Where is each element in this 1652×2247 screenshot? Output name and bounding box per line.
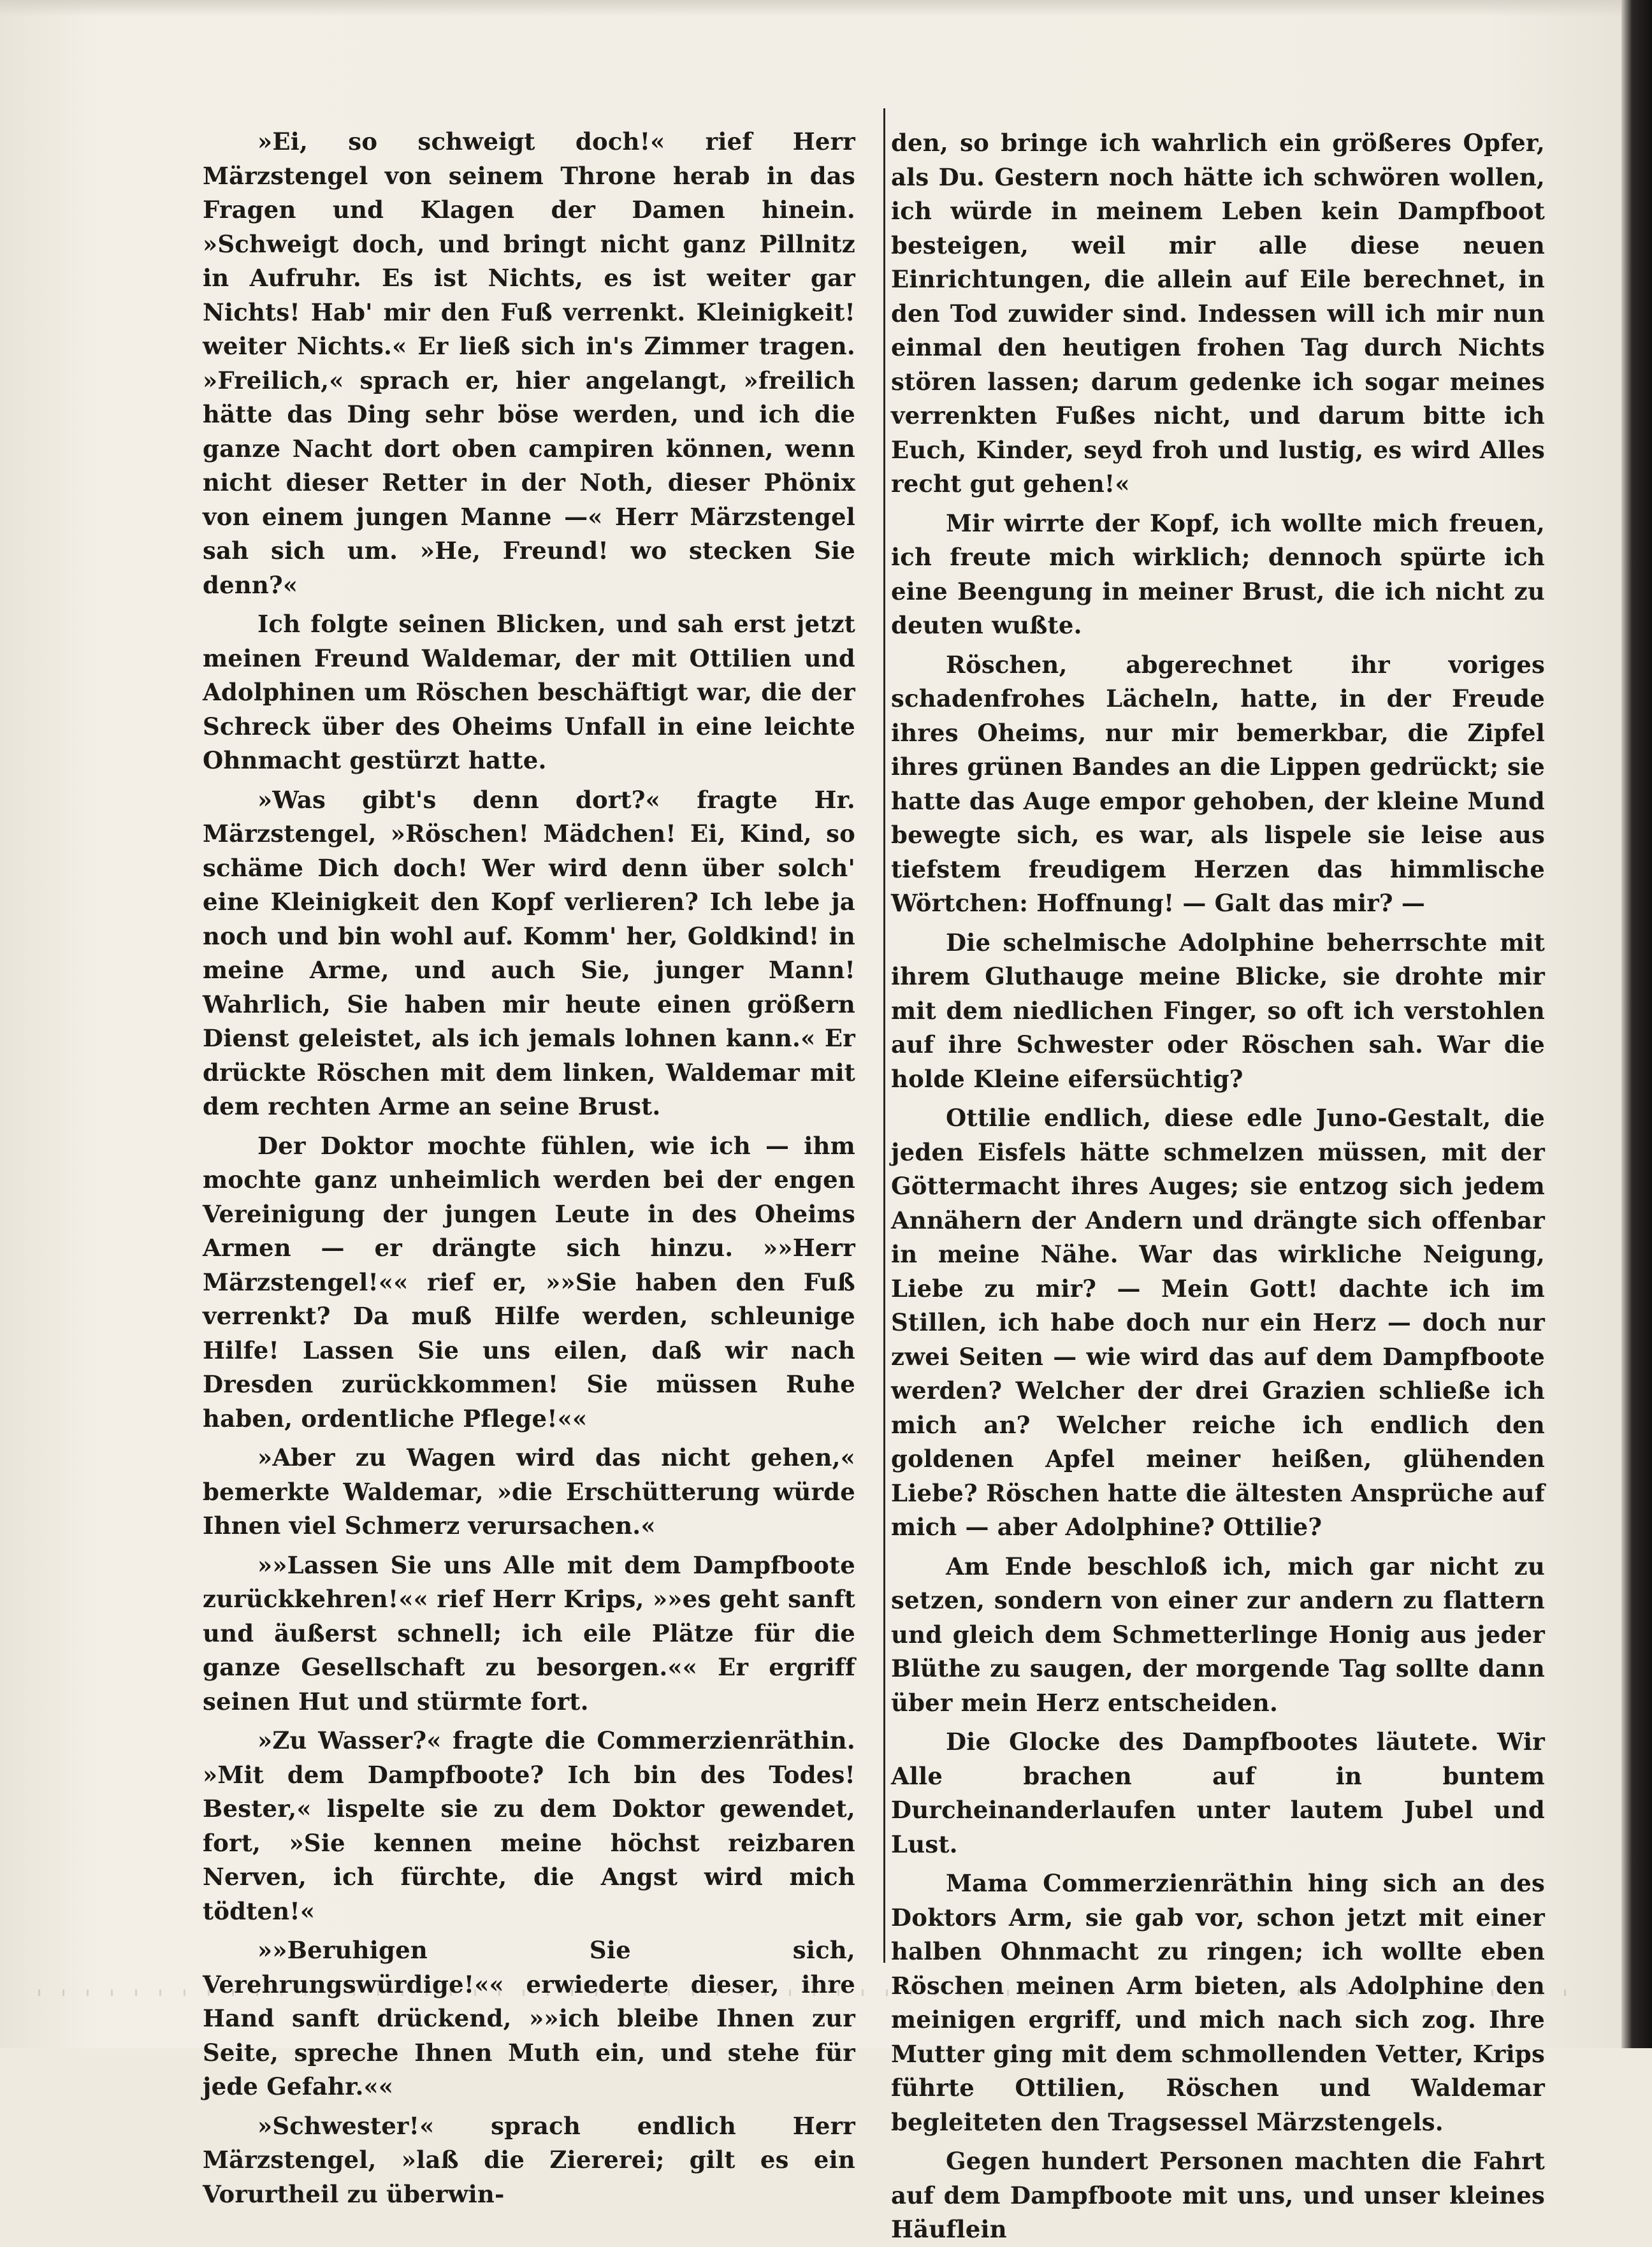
paragraph: Die Glocke des Dampfbootes läutete. Wir Alle brachen auf in buntem Durcheinanderlaufen unter lautem Jubel und Lust.	[891, 1728, 1545, 1858]
paragraph: Mir wirrte der Kopf, ich wollte mich freuen, ich freute mich wirklich; dennoch spürte ich eine Beengung in meiner Brust, die ich nicht zu deuten wußte.	[891, 509, 1545, 639]
page-top-shadow	[0, 0, 1621, 17]
paragraph: Die schelmische Adolphine beherrschte mit ihrem Gluthauge meine Blicke, sie drohte mir mit dem niedlichen Finger, so oft ich verstohlen auf ihre Schwester oder Röschen sah. War die holde Kleine eifersüchtig?	[891, 928, 1545, 1093]
paragraph: »Zu Wasser?« fragte die Commerzienräthin. »Mit dem Dampfboote? Ich bin des Todes! Bester,« lispelte sie zu dem Doktor gewendet, fort, »Sie kennen meine höchst reizbaren Nerven, ich fürchte, die Angst wird mich tödten!«	[203, 1726, 855, 1925]
paragraph: Ich folgte seinen Blicken, und sah erst jetzt meinen Freund Waldemar, der mit Ottilien und Adolphinen um Röschen beschäftigt war, die der Schreck über des Oheims Unfall in eine leichte Ohnmacht gestürzt hatte.	[203, 610, 855, 774]
paragraph: Gegen hundert Personen machten die Fahrt auf dem Dampfboote mit uns, und unser kleines Häuflein	[891, 2147, 1545, 2243]
paragraph: »Ei, so schweigt doch!« rief Herr Märzstengel von seinem Throne herab in das Fragen und Klagen der Damen hinein. »Schweigt doch, und bringt nicht ganz Pillnitz in Aufruhr. Es ist Nichts, es ist weiter gar Nichts! Hab' mir den Fuß verrenkt. Kleinigkeit! weiter Nichts.« Er ließ sich in's Zimmer tragen. »Freilich,« sprach er, hier angelangt, »freilich hätte das Ding sehr böse werden, und ich die ganze Nacht dort oben campiren können, wenn nicht dieser Retter in der Noth, dieser Phönix von einem jungen Manne —« Herr Märzstengel sah sich um. »He, Freund! wo stecken Sie denn?«	[203, 127, 855, 599]
paragraph: »Schwester!« sprach endlich Herr Märzstengel, »laß die Ziererei; gilt es ein Vorurtheil zu überwin-	[203, 2111, 855, 2208]
paragraph: »Aber zu Wagen wird das nicht gehen,« bemerkte Waldemar, »die Erschütterung würde Ihnen viel Schmerz verursachen.«	[203, 1443, 855, 1540]
paragraph: »»Lassen Sie uns Alle mit dem Dampfboote zurückkehren!«« rief Herr Krips, »»es geht sanft und äußerst schnell; ich eile Plätze für die ganze Gesellschaft zu besorgen.«« Er ergriff seinen Hut und stürmte fort.	[203, 1550, 855, 1716]
paragraph: »Was gibt's denn dort?« fragte Hr. Märzstengel, »Röschen! Mädchen! Ei, Kind, so schäme Dich doch! Wer wird denn über solch' eine Kleinigkeit den Kopf verlieren? Ich lebe ja noch und bin wohl auf. Komm' her, Goldkind! in meine Arme, und auch Sie, junger Mann! Wahrlich, Sie haben mir heute einen größern Dienst geleistet, als ich jemals lohnen kann.« Er drückte Röschen mit dem linken, Waldemar mit dem rechten Arme an seine Brust.	[203, 785, 855, 1120]
paragraph: Der Doktor mochte fühlen, wie ich — ihm mochte ganz unheimlich werden bei der engen Vereinigung der jungen Leute in des Oheims Armen — er drängte sich hinzu. »»Herr Märzstengel!«« rief er, »»Sie haben den Fuß verrenkt? Da muß Hilfe werden, schleunige Hilfe! Lassen Sie uns eilen, daß wir nach Dresden zurückkommen! Sie müssen Ruhe haben, ordentliche Pflege!««	[203, 1131, 855, 1433]
right-text-column	[891, 126, 1545, 2247]
paragraph: Röschen, abgerechnet ihr voriges schadenfrohes Lächeln, hatte, in der Freude ihres Oheims, nur mir bemerkbar, die Zipfel ihres grünen Bandes an die Lippen gedrückt; sie hatte das Auge empor gehoben, der kleine Mund bewegte sich, es war, als lispele sie leise aus tiefstem freudigem Herzen das himmlische Wörtchen: Hoffnung! — Galt das mir? —	[891, 650, 1545, 917]
paragraph: Ottilie endlich, diese edle Juno-Gestalt, die jeden Eisfels hätte schmelzen müssen, mit der Göttermacht ihres Auges; sie entzog sich jedem Annähern der Andern und drängte sich offenbar in meine Nähe. War das wirkliche Neigung, Liebe zu mir? — Mein Gott! dachte ich im Stillen, ich habe doch nur ein Herz — doch nur zwei Seiten — wie wird das auf dem Dampfboote werden? Welcher der drei Grazien schließe ich mich an? Welcher reiche ich endlich den goldenen Apfel meiner heißen, glühenden Liebe? Röschen hatte die ältesten Ansprüche auf mich — aber Adolphine? Ottilie?	[891, 1104, 1545, 1541]
paragraph: »»Beruhigen Sie sich, Verehrungswürdige!«« erwiederte dieser, ihre Hand sanft drückend, »»ich bleibe Ihnen zur Seite, spreche Ihnen Muth ein, und stehe für jede Gefahr.««	[203, 1936, 855, 2100]
column-divider-rule	[883, 108, 885, 1963]
page-right-edge	[1621, 0, 1652, 2048]
left-text-column	[203, 125, 855, 2211]
paragraph: Mama Commerzienräthin hing sich an des Doktors Arm, sie gab vor, schon jetzt mit einer halben Ohnmacht zu ringen; ich wollte eben Röschen meinen Arm bieten, als Adolphine den meinigen ergriff, und mich nach sich zog. Ihre Mutter ging mit dem schmollenden Vetter, Krips führte Ottilien, Röschen und Waldemar begleiteten den Tragsessel Märzstengels.	[891, 1869, 1545, 2136]
paragraph-continued: den, so bringe ich wahrlich ein größeres Opfer, als Du. Gestern noch hätte ich schwören wollen, ich würde in meinem Leben kein Dampfboot besteigen, weil mir alle diese neuen Einrichtungen, die allein auf Eile berechnet, in den Tod zuwider sind. Indessen will ich mir nun einmal den heutigen frohen Tag durch Nichts stören lassen; darum gedenke ich sogar meines verrenkten Fußes nicht, und darum bitte ich Euch, Kinder, seyd froh und lustig, es wird Alles recht gut gehen!«	[891, 129, 1545, 498]
paragraph: Am Ende beschloß ich, mich gar nicht zu setzen, sondern von einer zur andern zu flattern und gleich dem Schmetterlinge Honig aus jeder Blüthe zu saugen, der morgende Tag sollte dann über mein Herz entscheiden.	[891, 1552, 1545, 1717]
